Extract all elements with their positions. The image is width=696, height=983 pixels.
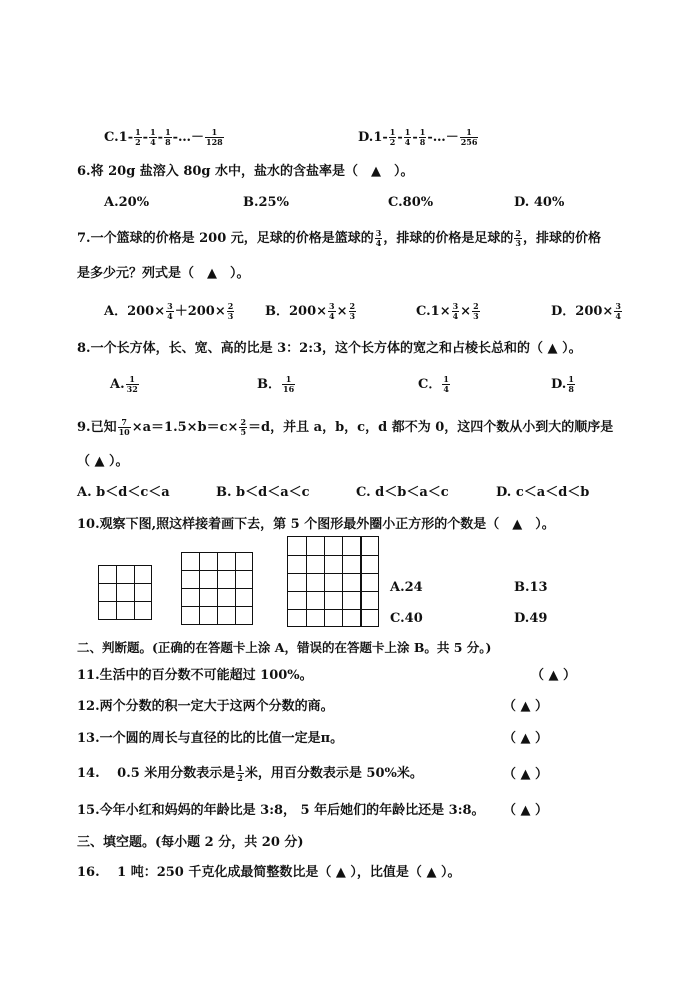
q7-option-d <box>551 302 623 321</box>
q14-mark: （ ▲ ） <box>503 767 549 782</box>
q12-text: 12.两个分数的积一定大于这两个分数的商。 <box>77 699 334 714</box>
q5-d-frac-2: $\frac{1}{4}$ <box>404 127 411 147</box>
q7-stem-c: ，排球的价格 <box>522 231 601 246</box>
q9-option-c: C. d＜b＜a＜c <box>356 485 449 500</box>
q5-c-frac-2: $\frac{1}{4}$ <box>150 127 156 147</box>
q5-c-frac-last: $\frac{1}{128}$ <box>206 127 223 147</box>
q9-mid: ×a＝1.5×b＝c× <box>131 420 239 435</box>
q6-option-b: B.25% <box>243 195 289 210</box>
q5-c-dots: -…－ <box>172 130 205 145</box>
q9-rest: ＝d，并且 a，b，c，d 都不为 0，这四个数从小到大的顺序是 <box>248 420 614 435</box>
q6-stem: 6.将 20g 盐溶入 80g 水中，盐水的含盐率是（ ▲ ）。 <box>77 164 414 179</box>
q7-d-frac-1: $\frac{3}{4}$ <box>615 301 621 321</box>
q5-d-frac-last: $\frac{1}{256}$ <box>460 127 478 147</box>
q7-frac-1: $\frac{3}{4}$ <box>375 228 382 248</box>
section2-heading: 二、判断题。(正确的在答题卡上涂 A，错误的在答题卡上涂 B。共 5 分。) <box>77 640 492 655</box>
q7-stem-a: 7.一个篮球的价格是 200 元，足球的价格是篮球的 <box>77 231 374 246</box>
q14-text-a: 14. 0.5 米用分数表示是 <box>77 766 236 781</box>
q16-text: 16. 1 吨：250 千克化成最简整数比是（ ▲ ），比值是（ ▲ ）。 <box>77 865 461 880</box>
q6-option-a: A.20% <box>104 195 150 210</box>
q10-stem: 10.观察下图,照这样接着画下去，第 5 个图形最外圈小正方形的个数是（ ▲ ）。 <box>77 517 555 532</box>
q12-mark: （ ▲ ） <box>503 699 549 714</box>
q6-option-c: C.80% <box>388 195 434 210</box>
q5-c-lead: C.1- <box>104 130 134 145</box>
q10-figure-1 <box>98 565 152 620</box>
q7-c-frac-1: $\frac{3}{4}$ <box>452 301 459 321</box>
q10-figure-3 <box>287 536 379 627</box>
q7-c-frac-2: $\frac{2}{3}$ <box>473 301 479 321</box>
q7-b-frac-1: $\frac{3}{4}$ <box>329 301 335 321</box>
q7-b-text: B．200× <box>265 304 328 319</box>
q14-text <box>77 764 423 783</box>
q5-c-frac-3: $\frac{1}{8}$ <box>165 127 171 147</box>
q5-d-dots: -…－ <box>427 130 459 145</box>
q9-option-d: D. c＜a＜d＜b <box>496 485 590 500</box>
q9-lead: 9.已知 <box>77 420 117 435</box>
q8-option-a: A. $\frac{1}{32}$ <box>110 374 138 394</box>
q10-option-a: A.24 <box>390 580 423 595</box>
q9-option-a: A. b＜d＜c＜a <box>77 485 170 500</box>
q7-a-plus: ＋200× <box>174 304 226 319</box>
q7-stem-b: ，排球的价格是足球的 <box>383 231 514 246</box>
q9-line2: （ ▲ ）。 <box>77 454 129 469</box>
q7-frac-2: $\frac{2}{3}$ <box>515 228 521 248</box>
q8-option-b: B． $\frac{1}{16}$ <box>257 374 295 394</box>
q5-d-frac-3: $\frac{1}{8}$ <box>419 127 426 147</box>
q7-option-a <box>104 302 235 321</box>
section3-heading: 三、填空题。(每小题 2 分，共 20 分) <box>77 835 304 850</box>
q8-option-d: D. $\frac{1}{8}$ <box>551 374 574 394</box>
q11-mark: （ ▲ ） <box>531 668 577 683</box>
q10-option-b: B.13 <box>514 580 548 595</box>
q8-option-c: C． $\frac{1}{4}$ <box>418 374 449 394</box>
q9-stem <box>77 418 613 437</box>
q7-option-b: B．200× $\frac{3}{4}$ × $\frac{2}{3}$ <box>265 301 356 321</box>
q7-b-frac-2: $\frac{2}{3}$ <box>349 301 356 321</box>
q7-option-c: C.1× $\frac{3}{4}$ × $\frac{2}{3}$ <box>416 301 479 321</box>
q15-text: 15.今年小红和妈妈的年龄比是 3:8， 5 年后她们的年龄比还是 3:8。 <box>77 803 485 818</box>
q7-a-frac-1: $\frac{3}{4}$ <box>167 301 173 321</box>
q5-d-lead: D.1- <box>358 130 388 145</box>
q7-c-text: C.1× <box>416 304 451 319</box>
q9-frac-1: $\frac{7}{10}$ <box>118 417 130 437</box>
q5-option-d: D.1- $\frac{1}{2}$ - $\frac{1}{4}$ - $\frac{1}{8}$ -…－ $\frac{1}{256}$ <box>358 127 478 147</box>
q7-a-frac-2: $\frac{2}{3}$ <box>227 301 234 321</box>
q13-mark: （ ▲ ） <box>503 731 549 746</box>
q7-stem <box>77 229 601 248</box>
q9-option-b: B. b＜d＜a＜c <box>216 485 310 500</box>
q5-option-c: C.1- $\frac{1}{2}$ - $\frac{1}{4}$ - $\frac{1}{8}$ -…－ $\frac{1}{128}$ <box>104 127 223 147</box>
q11-text: 11.生活中的百分数不可能超过 100%。 <box>77 668 313 683</box>
q9-frac-2: $\frac{2}{5}$ <box>240 417 247 437</box>
q10-option-d: D.49 <box>514 611 548 626</box>
q7-d-text: D．200× <box>551 304 614 319</box>
q7-a-text: A．200× <box>104 304 166 319</box>
q6-option-d: D. 40% <box>514 195 565 210</box>
q10-option-c: C.40 <box>390 611 423 626</box>
q14-text-b: 米，用百分数表示是 50%米。 <box>244 766 423 781</box>
q7-line2: 是多少元？列式是（ ▲ ）。 <box>77 266 250 281</box>
q5-c-frac-1: $\frac{1}{2}$ <box>135 127 141 147</box>
q10-figure-2 <box>181 552 253 625</box>
q13-text: 13.一个圆的周长与直径的比的比值一定是π。 <box>77 731 344 746</box>
q14-frac: $\frac{1}{2}$ <box>237 763 243 783</box>
q5-d-frac-1: $\frac{1}{2}$ <box>389 127 396 147</box>
q8-stem: 8.一个长方体，长、宽、高的比是 3：2:3，这个长方体的宽之和占棱长总和的（ ▲ ）。 <box>77 341 582 356</box>
q15-mark: （ ▲ ） <box>503 803 549 818</box>
